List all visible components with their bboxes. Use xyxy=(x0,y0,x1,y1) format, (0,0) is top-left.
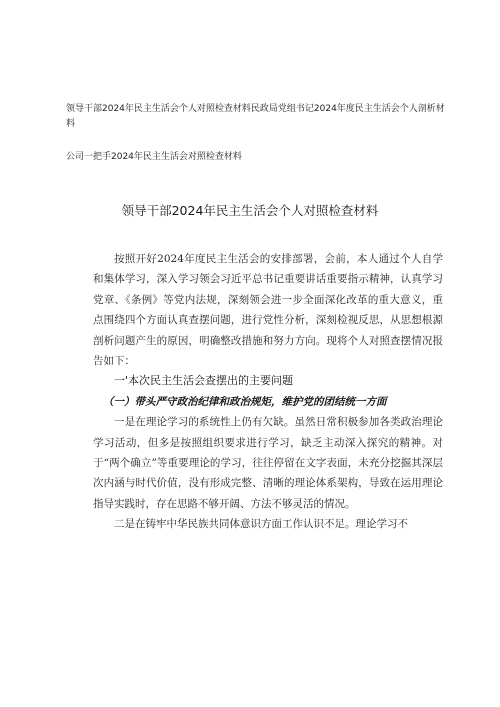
header-line-2: 公司一把手2024年民主生活会对照检查材料 xyxy=(66,152,242,162)
document-title: 领导干部2024年民主生活会个人对照检查材料 xyxy=(121,203,379,218)
subsection-heading: （一）带头严守政治纪律和政治规矩，维护党的团结统一方面 xyxy=(103,395,387,408)
body-paragraph-1: 一是在理论学习的系统性上仍有欠缺。虽然日常积极参加各类政治理论学习活动，但多是按照组织要求进行学习，缺乏主动深入探究的精神。对于“两个确立”等重要理论的学习，往往停留在文字表面，未充分挖掘其深层次内涵与时代价值，没有形成完整、清晰的理论体系架构，导致在运用理论指导实践时，存在思路不够开阔、方法不够灵活的情况。 xyxy=(93,416,443,510)
section-heading: 一'本次民主生活会查摆出的主要问题 xyxy=(114,374,294,388)
document-body xyxy=(93,249,443,535)
body-paragraph-2: 二是在铸牢中华民族共同体意识方面工作认识不足。理论学习不 xyxy=(114,518,408,531)
header-line-1: 领导干部2024年民主生活会个人对照检查材料民政局党组书记2024年度民主生活会个人剖析材料 xyxy=(66,104,445,129)
intro-paragraph: 按照开好2024年度民主生活会的安排部署，会前，本人通过个人自学和集体学习，深入学习领会习近平总书记重要讲话重要指示精神，认真学习党章、《条例》等党内法规，深刻领会进一步全面深化改革的重大意义，重点围绕四个方面认真查摆问题，进行党性分析，深刻检视反思，从思想根源剖析问题产生的原因，明确整改措施和努力方向。现将个人对照查摆情况报告如下： xyxy=(93,253,443,368)
